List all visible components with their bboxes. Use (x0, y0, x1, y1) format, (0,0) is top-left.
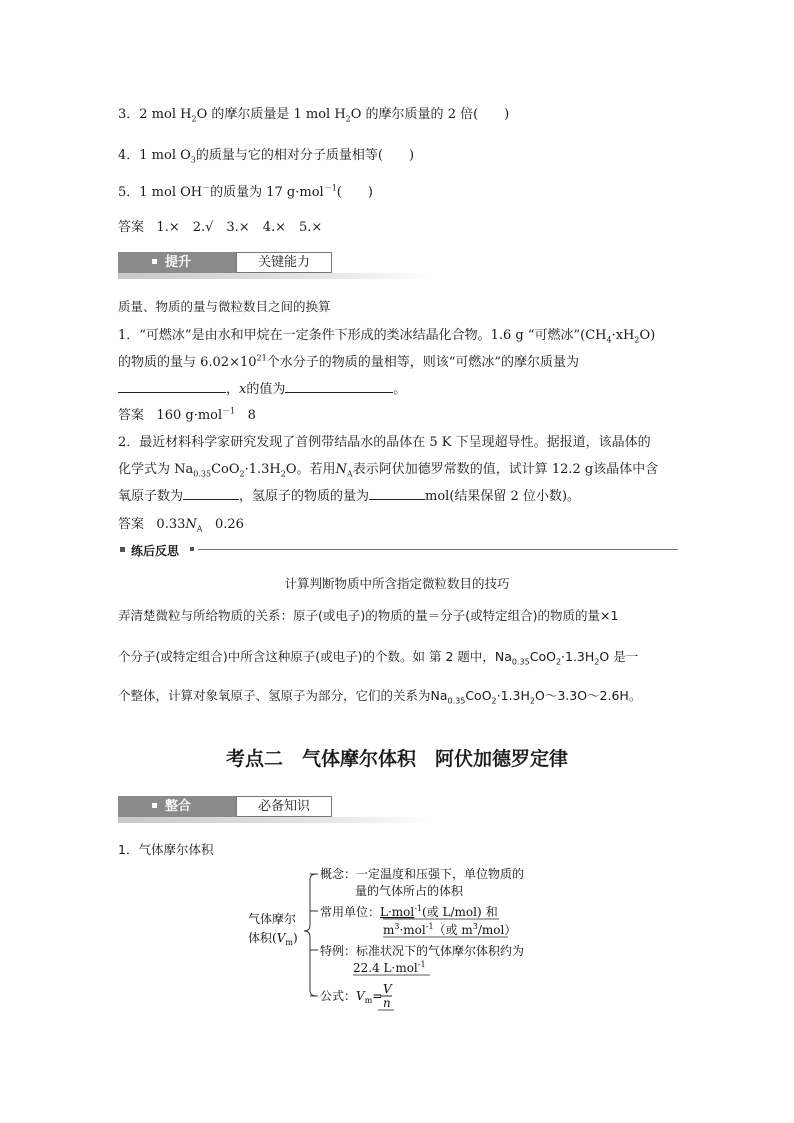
banner-dark-tab: 提升 (118, 252, 236, 273)
section-title: 考点二 气体摩尔体积 阿伏加德罗定律 (225, 748, 568, 770)
divider (198, 549, 678, 550)
fill-blank-hydrogen-mol[interactable] (369, 487, 425, 500)
unit-line-2: $m^3\cdot mol^{-1}$（或 $m^3/mol$） (383, 922, 517, 937)
formula-numerator: V (383, 982, 392, 996)
problem-2-line-1: 2．最近材料科学家研究发现了首例带结晶水的晶体在 5 K 下呈现超导性。据报道，该晶体的 (118, 435, 651, 450)
special-line-2: 22.4 L·mol$^{-1}$ (353, 960, 426, 975)
dot-icon (190, 547, 194, 551)
square-icon (152, 803, 157, 808)
molar-volume-diagram (240, 860, 570, 1020)
banner-gradient (118, 817, 432, 823)
square-icon (152, 259, 157, 264)
problem-2-line-3: 氧原子数为 ，氢原子的物质的量为 mol(结果保留 2 位小数)。 (118, 489, 581, 504)
concept-line-1: 概念：一定温度和压强下，单位物质的 (320, 867, 525, 881)
banner-gradient (118, 273, 432, 279)
reflection-label: 练后反思 (131, 544, 180, 558)
reflection-header (118, 543, 678, 557)
banner-light-tab: 关键能力 (236, 252, 332, 273)
problem-1-line-1: 1．“可燃冰”是由水和甲烷在一定条件下形成的类冰结晶化合物。1.6 g “可燃冰$”(CH_4\cdot xH_2O)$ (118, 328, 656, 345)
topic-heading: 质量、物质的量与微粒数目之间的换算 (118, 299, 331, 314)
formula-line: 公式：$V_m=$ (320, 989, 383, 1005)
problem-1-answer: 答案 160 g·mol$^{-1}$ 8 (118, 406, 256, 423)
reflection-title: 计算判断物质中所含指定微粒数目的技巧 (284, 576, 510, 591)
concept-line-2: 量的气体所占的体积 (355, 884, 464, 898)
answer-label: 答案 (118, 408, 145, 423)
fill-blank-oxygen-atoms[interactable] (183, 487, 239, 500)
special-line-1: 特例：标准状况下的气体摩尔体积约为 (320, 944, 525, 958)
judgment-answer: 答案 1.× 2.√ 3.× 4.× 5.× (118, 220, 323, 235)
unit-line-1: 常用单位：L·mol$^{-1}$(或 L/mol) 和 (320, 904, 498, 919)
problem-2-answer: 答案 $0.33N_A$ 0.26 (118, 517, 244, 534)
root-label-line-1: 气体摩尔 (248, 912, 297, 926)
reflection-para-line-3: 个整体，计算对象氧原子、氢原子为部分，它们的关系为$Na_{0.35}CoO_2\cdot 1.3H_2O\sim 3.3O\sim 2.6H$。 (118, 688, 642, 706)
judgment-item-5: 5．1 mol OH－的质量为 17 g·mol$^{-1}$( ) (118, 183, 373, 200)
formula-denominator: n (383, 996, 391, 1010)
problem-1-line-2: 的物质的量与 $6.02\times 10^{21}$个水分子的物质的量相等，则该“可燃冰”的摩尔质量为 (118, 353, 579, 370)
problem-2-line-2: 化学式为 $Na_{0.35}CoO_2\cdot 1.3H_2O$。若用$N_A$表示阿伏加德罗常数的值，试计算 12.2 g该晶体中含 (118, 462, 659, 479)
fill-blank-x-value[interactable] (285, 380, 393, 393)
fill-blank-molar-mass[interactable] (118, 380, 226, 393)
answer-label: 答案 (118, 220, 145, 235)
problem-1-line-3: ，x的值为 。 (118, 378, 406, 397)
bracket (304, 874, 316, 996)
banner-dark-tab: 整合 (118, 796, 236, 817)
reflection-para-line-2: 个分子(或特定组合)中所含这种原子(或电子)的个数。如 第 2 题中，$Na_{0.35}CoO_2\cdot 1.3H_2O$ 是一 (118, 649, 639, 667)
root-label-line-2: 体积$(V_m)$ (248, 931, 298, 947)
square-icon (120, 547, 125, 552)
answer-label: 答案 (118, 517, 145, 532)
sub-heading: 1．气体摩尔体积 (118, 842, 214, 857)
reflection-para-line-1: 弄清楚微粒与所给物质的关系：原子(或电子)的物质的量＝分子(或特定组合)的物质的量×1 (118, 608, 619, 623)
judgment-item-3: 3．2 mol $H_2O$ 的摩尔质量是 1 mol $H_2O$ 的摩尔质量的 2 倍( ) (118, 107, 510, 124)
banner-light-tab: 必备知识 (236, 796, 332, 817)
judgment-item-4: 4．1 mol $O_3$的质量与它的相对分子质量相等( ) (118, 148, 415, 165)
